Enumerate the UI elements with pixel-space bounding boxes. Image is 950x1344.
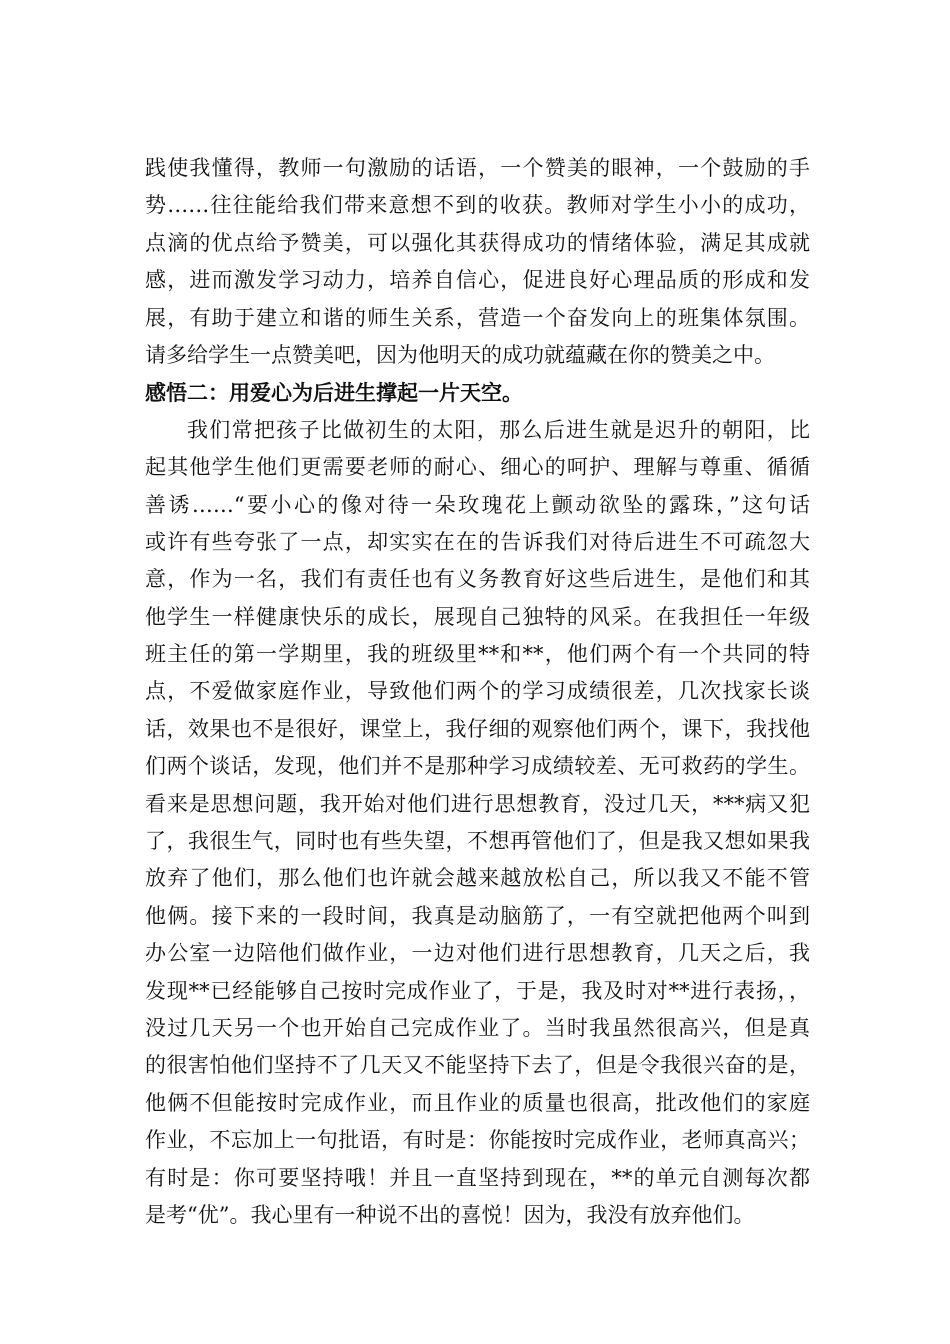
text-line: 作业，不忘加上一句批语，有时是：你能按时完成作业，老师真高兴； — [145, 1128, 810, 1153]
section-heading: 感悟二：用爱心为后进生撑起一片天空。 — [145, 380, 523, 406]
text-line: 他俩不但能按时完成作业，而且作业的质量也很高，批改他们的家庭 — [145, 1090, 810, 1115]
text-line: 是考“优”。我心里有一种说不出的喜悦！因为，我没有放弃他们。 — [145, 1202, 755, 1227]
text-line: 有时是：你可要坚持哦！并且一直坚持到现在，**的单元自测每次都 — [145, 1165, 810, 1190]
text-line: 点滴的优点给予赞美，可以强化其获得成功的情绪体验，满足其成就 — [145, 230, 810, 255]
text-line: 话，效果也不是很好，课堂上，我仔细的观察他们两个，课下，我找他 — [145, 716, 810, 741]
text-line: 发现**已经能够自己按时完成作业了，于是，我及时对**进行表扬，， — [145, 978, 810, 1003]
text-line: 善诱……“要小心的像对待一朵玫瑰花上颤动欲坠的露珠，”这句话 — [145, 492, 810, 517]
text-line: 点，不爱做家庭作业，导致他们两个的学习成绩很差，几次找家长谈 — [145, 679, 810, 704]
text-line: 们两个谈话，发现，他们并不是那种学习成绩较差、无可救药的学生。 — [145, 754, 810, 779]
text-line: 感，进而激发学习动力，培养自信心，促进良好心理品质的形成和发 — [145, 268, 810, 293]
text-line: 请多给学生一点赞美吧，因为他明天的成功就蕴藏在你的赞美之中。 — [145, 342, 775, 367]
text-line: 践使我懂得，教师一句激励的话语，一个赞美的眼神，一个鼓励的手 — [145, 156, 810, 180]
text-line: 班主任的第一学期里，我的班级里**和**，他们两个有一个共同的特 — [145, 642, 810, 667]
text-line: 起其他学生他们更需要老师的耐心、细心的呵护、理解与尊重、循循 — [145, 455, 810, 480]
text-line: 放弃了他们，那么他们也许就会越来越放松自己，所以我又不能不管 — [145, 866, 810, 891]
text-line: 势……往往能给我们带来意想不到的收获。教师对学生小小的成功， — [145, 193, 810, 218]
text-line: 办公室一边陪他们做作业，一边对他们进行思想教育，几天之后，我 — [145, 941, 810, 966]
text-line: 没过几天另一个也开始自己完成作业了。当时我虽然很高兴，但是真 — [145, 1015, 810, 1040]
text-line: 或许有些夸张了一点，却实实在在的告诉我们对待后进生不可疏忽大 — [145, 529, 810, 554]
text-line: 他学生一样健康快乐的成长，展现自己独特的风采。在我担任一年级 — [145, 604, 810, 629]
text-line: 意，作为一名，我们有责任也有义务教育好这些后进生，是他们和其 — [145, 567, 810, 592]
text-line: 的很害怕他们坚持不了几天又不能坚持下去了，但是令我很兴奋的是， — [145, 1053, 810, 1078]
text-line: 展，有助于建立和谐的师生关系，营造一个奋发向上的班集体氛围。 — [145, 305, 810, 330]
text-line: 看来是思想问题，我开始对他们进行思想教育，没过几天，***病又犯 — [145, 791, 810, 816]
document-body — [145, 150, 810, 1234]
text-line: 了，我很生气，同时也有些失望，不想再管他们了，但是我又想如果我 — [145, 829, 810, 854]
text-line: 他俩。接下来的一段时间，我真是动脑筋了，一有空就把他两个叫到 — [145, 903, 810, 928]
text-line: 我们常把孩子比做初生的太阳，那么后进生就是迟升的朝阳，比 — [187, 417, 810, 442]
